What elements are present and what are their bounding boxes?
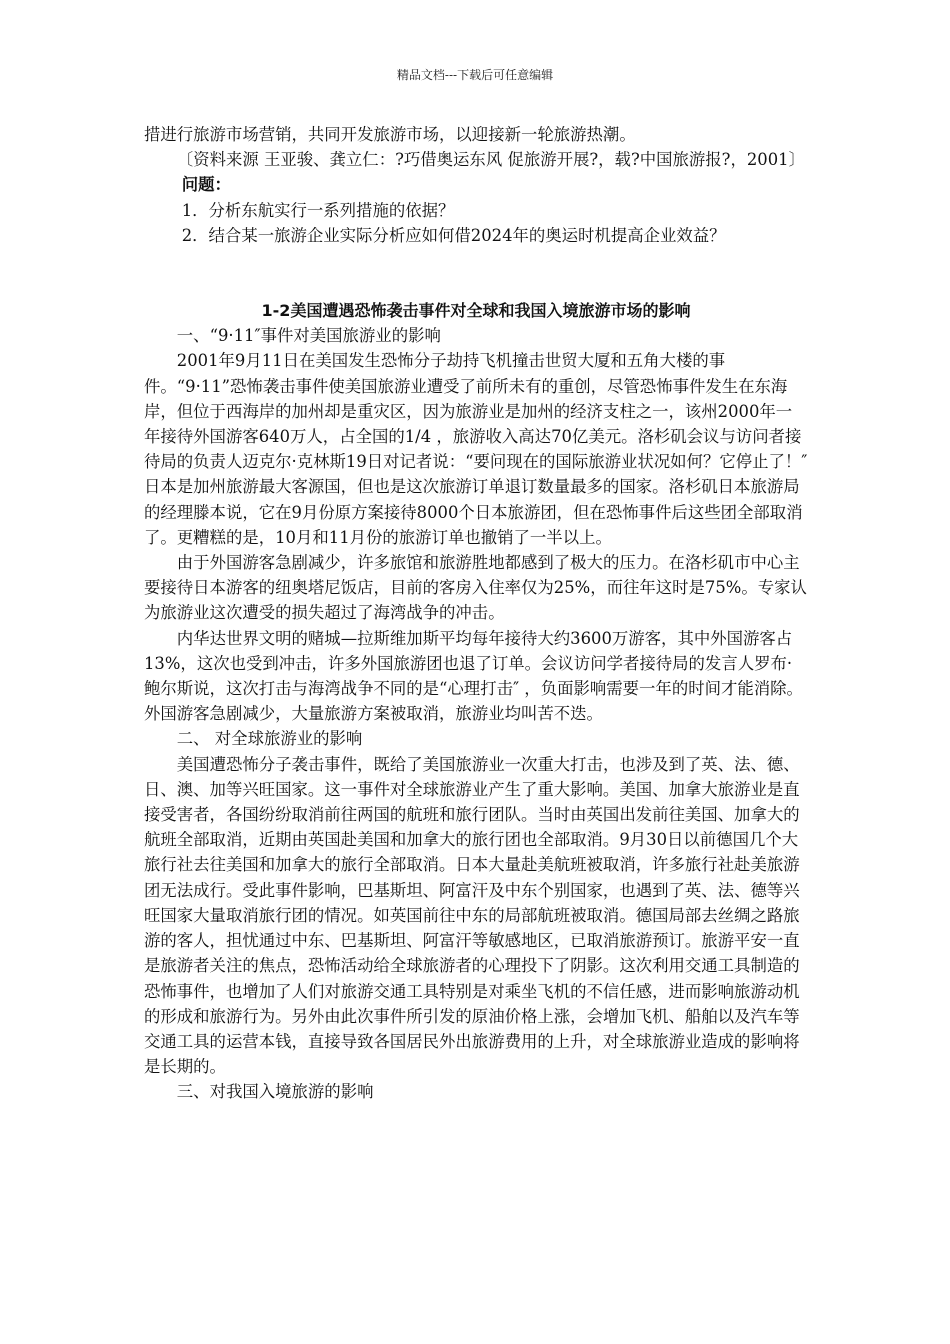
- body-paragraph: 内华达世界文明的赌城—拉斯维加斯平均每年接待大约3600万游客，其中外国游客占13%，这次也受到冲击，许多外国旅游团也退了订单。会议访问学者接待局的发言人罗布·鲍尔斯说，这次打击与海湾战争不同的是“心理打击″ ，负面影响需要一年的时间才能消除。外国游客急剧减少，大量旅游方案被取消，旅游业均叫苦不迭。: [144, 628, 803, 724]
- body-paragraph: 由于外国游客急剧减少，许多旅馆和旅游胜地都感到了极大的压力。在洛杉矶市中心主要接待日本游客的纽奥塔尼饭店，目前的客房入住率仅为25%，而往年这时是75%。专家认为旅游业这次遭受的损失超过了海湾战争的冲击。: [144, 553, 807, 623]
- question-item: 1．分析东航实行一系列措施的依据？: [181, 200, 455, 220]
- section-heading: 二、 对全球旅游业的影响: [176, 729, 363, 749]
- section-heading: 一、“9·11″事件对美国旅游业的影响: [176, 326, 441, 346]
- body-paragraph: 美国遭恐怖分子袭击事件，既给了美国旅游业一次重大打击，也涉及到了英、法、德、日、澳、加等兴旺国家。这一事件对全球旅游业产生了重大影响。美国、加拿大旅游业是直接受害者，各国纷纷取消前往两国的航班和旅行团队。当时由英国出发前往美国、加拿大的航班全部取消，近期由英国赴美国和加拿大的旅行团也全部取消。9月30日以前德国几个大旅行社去往美国和加拿大的旅行全部取消。日本大量赴美航班被取消，许多旅行社赴美旅游团无法成行。受此事件影响，巴基斯坦、阿富汗及中东个别国家，也遇到了英、法、德等兴旺国家大量取消旅行团的情况。如英国前往中东的局部航班被取消。德国局部去丝绸之路旅游的客人，担忧通过中东、巴基斯坦、阿富汗等敏感地区，已取消旅游预订。旅游平安一直是旅游者关注的焦点，恐怖活动给全球旅游者的心理投下了阴影。这次利用交通工具制造的恐怖事件，也增加了人们对旅游交通工具特别是对乘坐飞机的不信任感，进而影响旅游动机的形成和旅游行为。另外由此次事件所引发的原油价格上涨，会增加飞机、船舶以及汽车等交通工具的运营本钱，直接导致各国居民外出旅游费用的上升，对全球旅游业造成的影响将是长期的。: [144, 754, 800, 1077]
- intro-paragraph: 措进行旅游市场营销，共同开发旅游市场，以迎接新一轮旅游热潮。: [144, 125, 636, 144]
- body-paragraph: 2001年9月11日在美国发生恐怖分子劫持飞机撞击世贸大厦和五角大楼的事件。“9·11”恐怖袭击事件使美国旅游业遭受了前所未有的重创，尽管恐怖事件发生在东海岸，但位于西海岸的加州却是重灾区，因为旅游业是加州的经济支柱之一，该州2000年一年接待外国游客640万人，占全国的1/4 ，旅游收入高达70亿美元。洛杉矶会议与访问者接待局的负责人迈克尔·克林斯19日对记者说：“要问现在的国际旅游业状况如何？它停止了！″ 日本是加州旅游最大客源国，但也是这次旅游订单退订数量最多的国家。洛杉矶日本旅游局的经理滕本说，它在9月份原方案接待8000个日本旅游团，但在恐怖事件后这些团全部取消了。更糟糕的是，10月和11月份的旅游订单也撤销了一半以上。: [144, 351, 808, 547]
- article-title: 1-2美国遭遇恐怖袭击事件对全球和我国入境旅游市场的影响: [261, 301, 691, 321]
- section-spacer: [144, 248, 808, 298]
- question-item: 2．结合某一旅游企业实际分析应如何借2024年的奥运时机提高企业效益？: [181, 225, 726, 245]
- page-header: 精品文档---下载后可任意编辑: [396, 68, 554, 82]
- questions-heading: 问题：: [181, 175, 231, 195]
- source-citation: 〔资料来源 王亚骏、龚立仁：?巧借奥运东风 促旅游开展?，载?中国旅游报?，2001〕: [176, 150, 805, 170]
- document-body: [144, 122, 808, 1105]
- section-heading: 三、对我国入境旅游的影响: [176, 1082, 374, 1102]
